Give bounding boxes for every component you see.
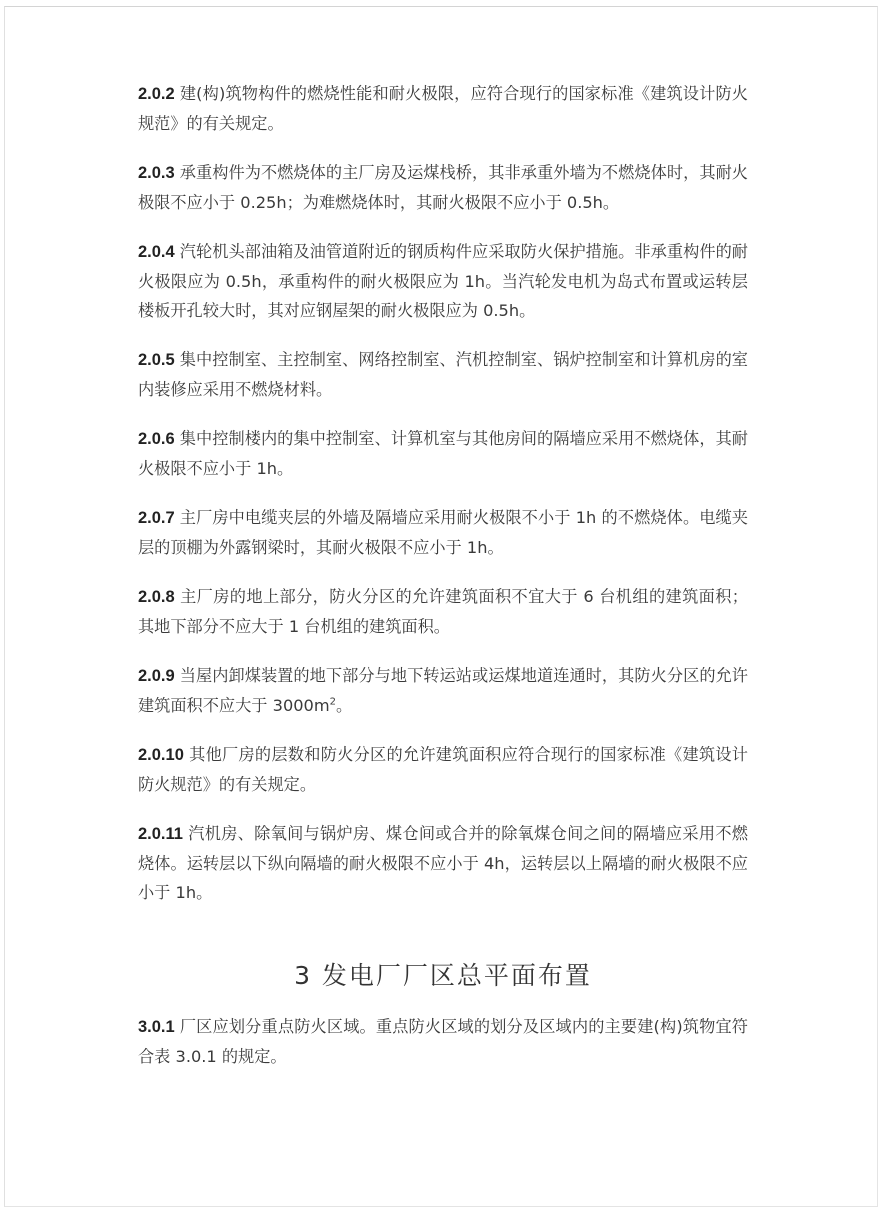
clause-text-tail: 。: [336, 696, 353, 715]
clause-2-0-2: [138, 79, 748, 138]
clause-2-0-7: [138, 503, 748, 562]
clause-number: 2.0.9: [138, 667, 175, 685]
clause-text: 承重构件为不燃烧体的主厂房及运煤栈桥，其非承重外墙为不燃烧体时，其耐火极限不应小于 0.25h；为难燃烧体时，其耐火极限不应小于 0.5h。: [138, 163, 748, 212]
clause-number: 2.0.5: [138, 351, 175, 369]
clause-text: 当屋内卸煤装置的地下部分与地下转运站或运煤地道连通时，其防火分区的允许建筑面积不应大于 3000m: [138, 666, 748, 715]
clause-number: 2.0.2: [138, 85, 175, 103]
clause-text: 建(构)筑物构件的燃烧性能和耐火极限，应符合现行的国家标准《建筑设计防火规范》的有关规定。: [138, 84, 748, 133]
clause-number: 2.0.11: [138, 825, 183, 843]
clause-number: 2.0.3: [138, 164, 175, 182]
clause-2-0-6: [138, 424, 748, 483]
clause-text: 集中控制楼内的集中控制室、计算机室与其他房间的隔墙应采用不燃烧体，其耐火极限不应小于 1h。: [138, 429, 748, 478]
clause-2-0-10: [138, 740, 748, 799]
clause-2-0-8: [138, 582, 748, 641]
clause-number: 2.0.6: [138, 430, 175, 448]
clause-text: 主厂房的地上部分，防火分区的允许建筑面积不宜大于 6 台机组的建筑面积；其地下部分不应大于 1 台机组的建筑面积。: [138, 587, 748, 636]
clause-number: 2.0.8: [138, 588, 175, 606]
page-content: [138, 79, 748, 1091]
clause-number: 2.0.7: [138, 509, 175, 527]
clause-text: 厂区应划分重点防火区域。重点防火区域的划分及区域内的主要建(构)筑物宜符合表 3.0.1 的规定。: [138, 1017, 748, 1066]
clause-2-0-5: [138, 345, 748, 404]
clause-number: 2.0.4: [138, 243, 175, 261]
clause-2-0-9: [138, 661, 748, 720]
clause-text: 主厂房中电缆夹层的外墙及隔墙应采用耐火极限不小于 1h 的不燃烧体。电缆夹层的顶棚为外露钢梁时，其耐火极限不应小于 1h。: [138, 508, 748, 557]
clause-number: 3.0.1: [138, 1018, 175, 1036]
clause-2-0-11: [138, 819, 748, 907]
clause-text: 其他厂房的层数和防火分区的允许建筑面积应符合现行的国家标准《建筑设计防火规范》的有关规定。: [138, 745, 748, 794]
clause-text: 汽机房、除氧间与锅炉房、煤仓间或合并的除氧煤仓间之间的隔墙应采用不燃烧体。运转层以下纵向隔墙的耐火极限不应小于 4h，运转层以上隔墙的耐火极限不应小于 1h。: [138, 824, 748, 902]
clause-2-0-4: [138, 237, 748, 325]
section-heading: 3 发电厂厂区总平面布置: [294, 961, 592, 990]
superscript: 2: [329, 696, 336, 708]
clause-number: 2.0.10: [138, 746, 184, 764]
clause-3-0-1: [138, 1012, 748, 1071]
clause-text: 集中控制室、主控制室、网络控制室、汽机控制室、锅炉控制室和计算机房的室内装修应采用不燃烧材料。: [138, 350, 748, 399]
clause-2-0-3: [138, 158, 748, 217]
document-page: [4, 6, 878, 1207]
clause-text: 汽轮机头部油箱及油管道附近的钢质构件应采取防火保护措施。非承重构件的耐火极限应为 0.5h，承重构件的耐火极限应为 1h。当汽轮发电机为岛式布置或运转层楼板开孔较大时，其对应钢屋架的耐火极限应为 0.5h。: [138, 242, 748, 320]
